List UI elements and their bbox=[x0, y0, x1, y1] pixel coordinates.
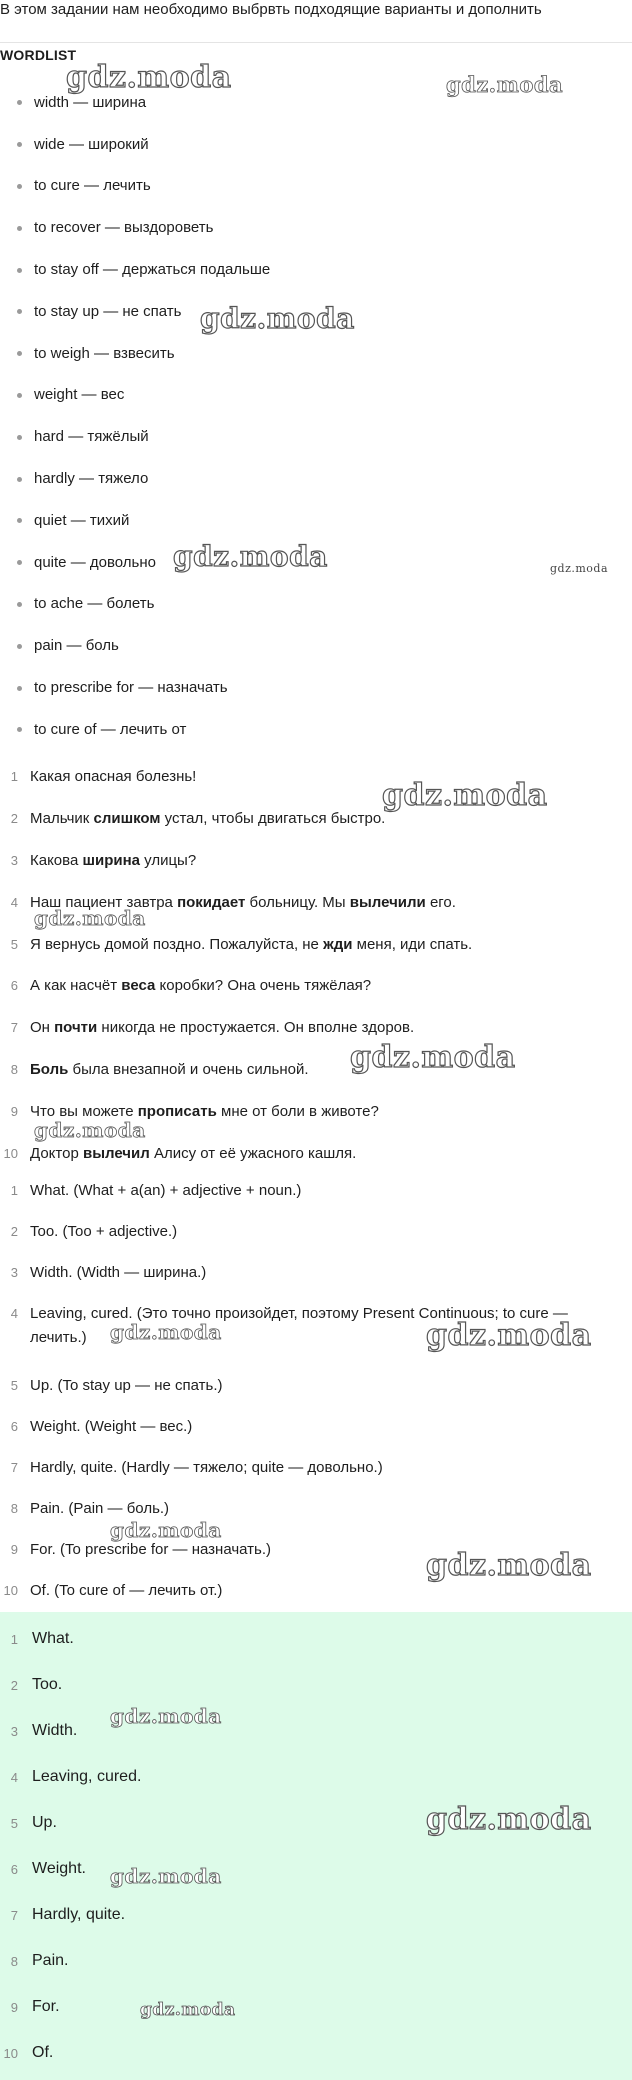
bullet-icon bbox=[17, 727, 22, 732]
vocab-item: to cure of — лечить от bbox=[0, 709, 632, 751]
watermark: gdz.moda bbox=[34, 1118, 146, 1142]
bullet-icon bbox=[17, 602, 22, 607]
bullet-icon bbox=[17, 518, 22, 523]
watermark: gdz.moda bbox=[446, 72, 564, 97]
bullet-icon bbox=[17, 477, 22, 482]
translation-item: 6 А как насчёт веса коробки? Она очень тяжёлая? bbox=[10, 977, 372, 995]
translation-item: 2 Мальчик слишком устал, чтобы двигаться быстро. bbox=[10, 810, 386, 828]
vocab-item: pain — боль bbox=[0, 625, 632, 667]
answer-item: 3 Width. (Width — ширина.) bbox=[10, 1264, 207, 1281]
short-answers-panel bbox=[0, 1612, 632, 2080]
bullet-icon bbox=[17, 184, 22, 189]
bullet-icon bbox=[17, 309, 22, 314]
watermark: gdz.moda bbox=[200, 302, 355, 335]
bullet-icon bbox=[17, 686, 22, 691]
bullet-icon bbox=[17, 435, 22, 440]
vocab-item: to stay up — не спать bbox=[0, 291, 632, 333]
watermark: gdz.moda bbox=[66, 60, 232, 95]
short-answer-item: 6 Weight. bbox=[10, 1860, 86, 1877]
answer-item: 4 Leaving, cured. (Это точно произойдет, поэтому Present Continuous; to cure — лечить.) bbox=[10, 1305, 568, 1346]
vocab-item: to stay off — держаться подальше bbox=[0, 249, 632, 291]
answer-item: 5 Up. (To stay up — не спать.) bbox=[10, 1377, 223, 1394]
short-answer-item: 5 Up. bbox=[10, 1814, 57, 1831]
bullet-icon bbox=[17, 644, 22, 649]
answer-item: 10 Of. (To cure of — лечить от.) bbox=[3, 1582, 223, 1599]
answer-item: 2 Too. (Too + adjective.) bbox=[10, 1223, 178, 1240]
explained-answers-list bbox=[0, 1168, 632, 1609]
translation-item: 9 Что вы можете прописать мне от боли в животе? bbox=[10, 1102, 379, 1120]
answer-item: 9 For. (To prescribe for — назначать.) bbox=[10, 1541, 272, 1558]
answer-item: 8 Pain. (Pain — боль.) bbox=[10, 1500, 170, 1517]
wordlist-title: WORDLIST bbox=[0, 47, 77, 63]
vocab-item: to weigh — взвесить bbox=[0, 333, 632, 375]
intro-text: В этом задании нам необходимо выбрвть подходящие варианты и дополнить bbox=[0, 0, 632, 43]
short-answers-list bbox=[0, 1612, 632, 2076]
short-answer-item: 3 Width. bbox=[10, 1722, 78, 1739]
watermark: gdz.moda bbox=[110, 1704, 222, 1728]
translation-item: 4 Наш пациент завтра покидает больницу. Мы вылечили его. bbox=[10, 893, 456, 911]
short-answer-item: 9 For. bbox=[10, 1998, 60, 2015]
watermark: gdz.moda bbox=[382, 778, 548, 813]
translation-item: 1 Какая опасная болезнь! bbox=[10, 768, 197, 786]
answer-item: 6 Weight. (Weight — вес.) bbox=[10, 1418, 193, 1435]
bullet-icon bbox=[17, 560, 22, 565]
bullet-icon bbox=[17, 268, 22, 273]
watermark: gdz.moda bbox=[140, 2000, 236, 2020]
translation-list bbox=[0, 756, 632, 1174]
bullet-icon bbox=[17, 393, 22, 398]
vocab-item: width — ширина bbox=[0, 82, 632, 124]
short-answer-item: 8 Pain. bbox=[10, 1952, 69, 1969]
wordlist bbox=[0, 82, 632, 751]
bullet-icon bbox=[17, 351, 22, 356]
watermark: gdz.moda bbox=[110, 1518, 222, 1542]
vocab-item: to recover — выздороветь bbox=[0, 207, 632, 249]
answer-item: 7 Hardly, quite. (Hardly — тяжело; quite — довольно.) bbox=[10, 1459, 383, 1476]
translation-item: 10 Доктор вылечил Алису от её ужасного кашля. bbox=[3, 1144, 357, 1162]
watermark: gdz.moda bbox=[110, 1320, 222, 1344]
bullet-icon bbox=[17, 100, 22, 105]
watermark: gdz.moda bbox=[34, 906, 146, 930]
short-answer-item: 2 Too. bbox=[10, 1676, 63, 1693]
answer-item: 1 What. (What + a(an) + adjective + noun.) bbox=[10, 1182, 302, 1199]
vocab-item: hardly — тяжело bbox=[0, 458, 632, 500]
translation-item: 3 Какова ширина улицы? bbox=[10, 851, 197, 869]
watermark: gdz.moda bbox=[550, 562, 609, 575]
vocab-item: to cure — лечить bbox=[0, 166, 632, 208]
watermark: gdz.moda bbox=[110, 1864, 222, 1888]
vocab-item: hard — тяжёлый bbox=[0, 416, 632, 458]
watermark: gdz.moda bbox=[426, 1548, 592, 1583]
watermark: gdz.moda bbox=[173, 540, 328, 573]
short-answer-item: 7 Hardly, quite. bbox=[10, 1906, 126, 1923]
vocab-item: to prescribe for — назначать bbox=[0, 667, 632, 709]
vocab-item: weight — вес bbox=[0, 375, 632, 417]
vocab-item: wide — широкий bbox=[0, 124, 632, 166]
watermark: gdz.moda bbox=[426, 1802, 592, 1837]
translation-item: 7 Он почти никогда не простужается. Он вполне здоров. bbox=[10, 1019, 415, 1037]
translation-item: 8 Боль была внезапной и очень сильной. bbox=[10, 1060, 309, 1078]
watermark: gdz.moda bbox=[426, 1318, 592, 1353]
vocab-item: to ache — болеть bbox=[0, 584, 632, 626]
short-answer-item: 1 What. bbox=[10, 1630, 74, 1647]
watermark: gdz.moda bbox=[350, 1040, 516, 1075]
short-answer-item: 10 Of. bbox=[3, 2044, 54, 2061]
vocab-item: quite — довольно bbox=[0, 542, 632, 584]
bullet-icon bbox=[17, 142, 22, 147]
bullet-icon bbox=[17, 226, 22, 231]
vocab-item: quiet — тихий bbox=[0, 500, 632, 542]
translation-item: 5 Я вернусь домой поздно. Пожалуйста, не жди меня, иди спать. bbox=[10, 935, 473, 953]
short-answer-item: 4 Leaving, cured. bbox=[10, 1768, 142, 1785]
